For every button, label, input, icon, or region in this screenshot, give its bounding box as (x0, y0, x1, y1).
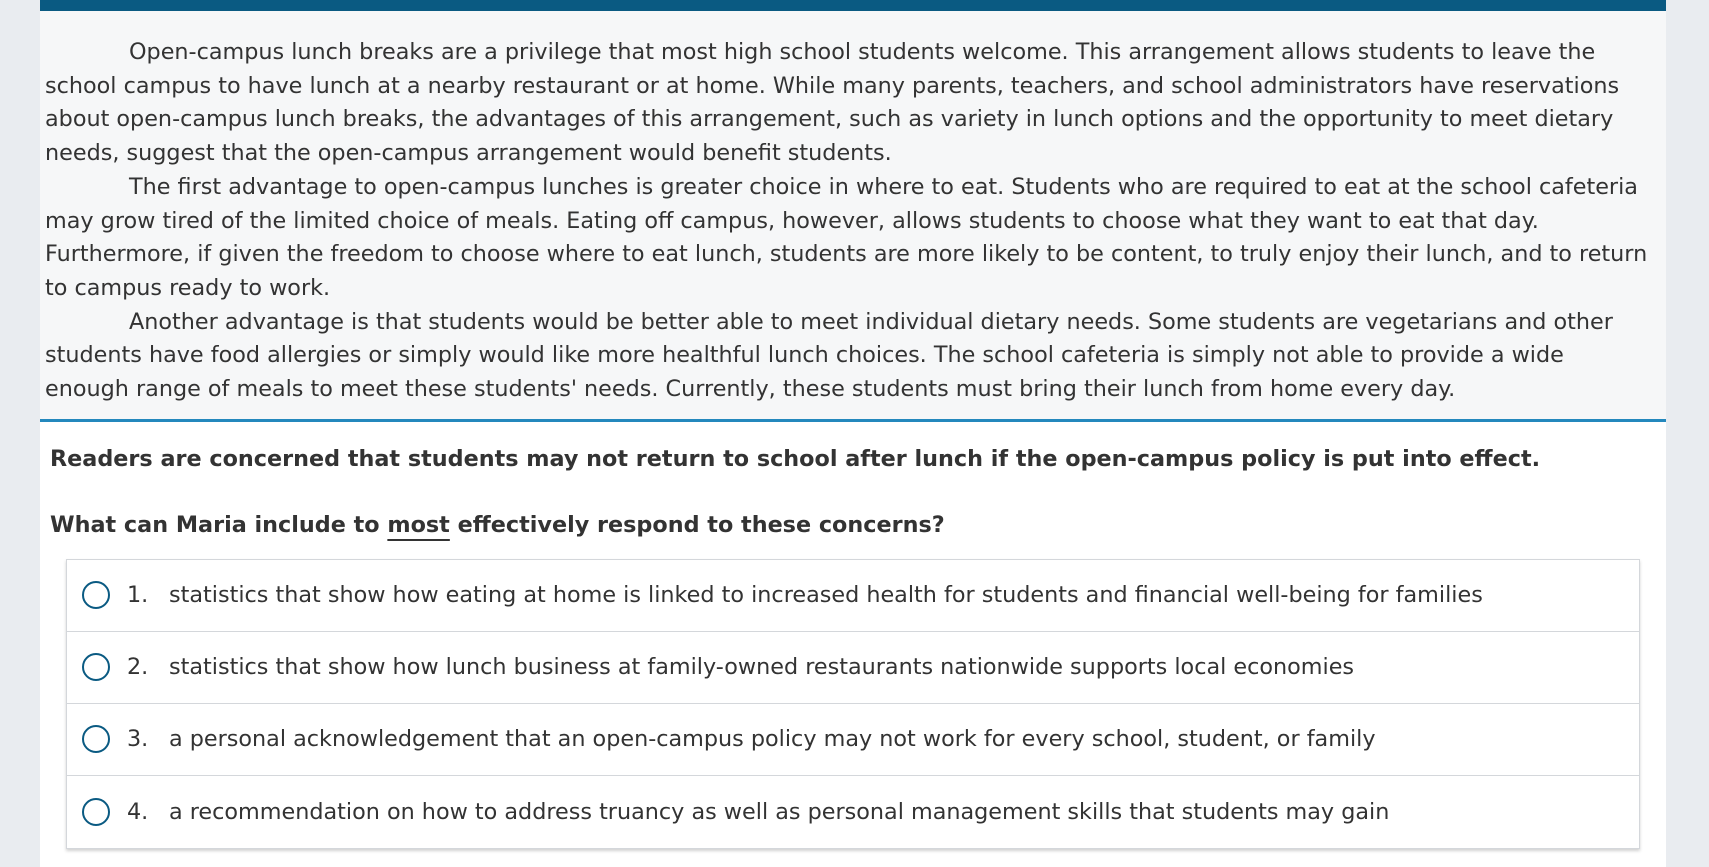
test-page (40, 0, 1666, 867)
answer-option-4[interactable] (67, 776, 1639, 848)
question-stem-end: effectively respond to these concerns? (449, 511, 945, 538)
option-text: statistics that show how eating at home is linked to increased health for students and financial well-being for families (169, 582, 1483, 609)
reading-passage (40, 11, 1666, 422)
radio-button-icon[interactable] (82, 725, 110, 753)
answer-options (66, 559, 1640, 849)
passage-paragraph-1: Open-campus lunch breaks are a privilege that most high school students welcome. This arrangement allows students to leave the school campus to have lunch at a nearby restaurant or at home. While many parents, teachers, and school administrators have reservations about open-campus lunch breaks, the advantages of this arrangement, such as variety in lunch options and the opportunity to meet dietary needs, suggest that the open-campus arrangement would benefit students. (45, 39, 1620, 167)
question-stem-emphasis: most (387, 511, 450, 538)
question-stem-start: What can Maria include to (50, 511, 388, 538)
passage-paragraph-3: Another advantage is that students would be better able to meet individual dietary needs. Some students are vegetarians and other students have food allergies or simply would like more healthful lunch choices. The school cafeteria is simply not able to provide a wide enough range of meals to meet these students' needs. Currently, these students must bring their lunch from home every day. (45, 308, 1613, 403)
passage-paragraph-2: The first advantage to open-campus lunches is greater choice in where to eat. Students who are required to eat at the school cafeteria may grow tired of the limited choice of meals. Eating off campus, however, allows students to choose what they want to eat that day. Furthermore, if given the freedom to choose where to eat lunch, students are more likely to be content, to truly enjoy their lunch, and to return to campus ready to work. (45, 173, 1648, 301)
option-text: a personal acknowledgement that an open-campus policy may not work for every school, student, or family (169, 726, 1376, 753)
answer-option-2[interactable] (67, 632, 1639, 704)
answer-option-3[interactable] (67, 704, 1639, 776)
top-bar (40, 0, 1666, 11)
option-number: 4. (127, 798, 149, 825)
question-stem (50, 474, 1656, 540)
answer-option-1[interactable] (67, 560, 1639, 632)
question-area (40, 422, 1666, 849)
option-text: statistics that show how lunch business at family-owned restaurants nationwide supports local economies (169, 654, 1355, 681)
option-number: 1. (127, 582, 149, 609)
option-number: 3. (127, 726, 149, 753)
option-text: a recommendation on how to address truancy as well as personal management skills that students may gain (169, 798, 1390, 825)
radio-button-icon[interactable] (82, 798, 110, 826)
question-prompt: Readers are concerned that students may not return to school after lunch if the open-campus policy is put into effect. (50, 445, 1541, 472)
option-number: 2. (127, 654, 149, 681)
radio-button-icon[interactable] (82, 653, 110, 681)
radio-button-icon[interactable] (82, 581, 110, 609)
